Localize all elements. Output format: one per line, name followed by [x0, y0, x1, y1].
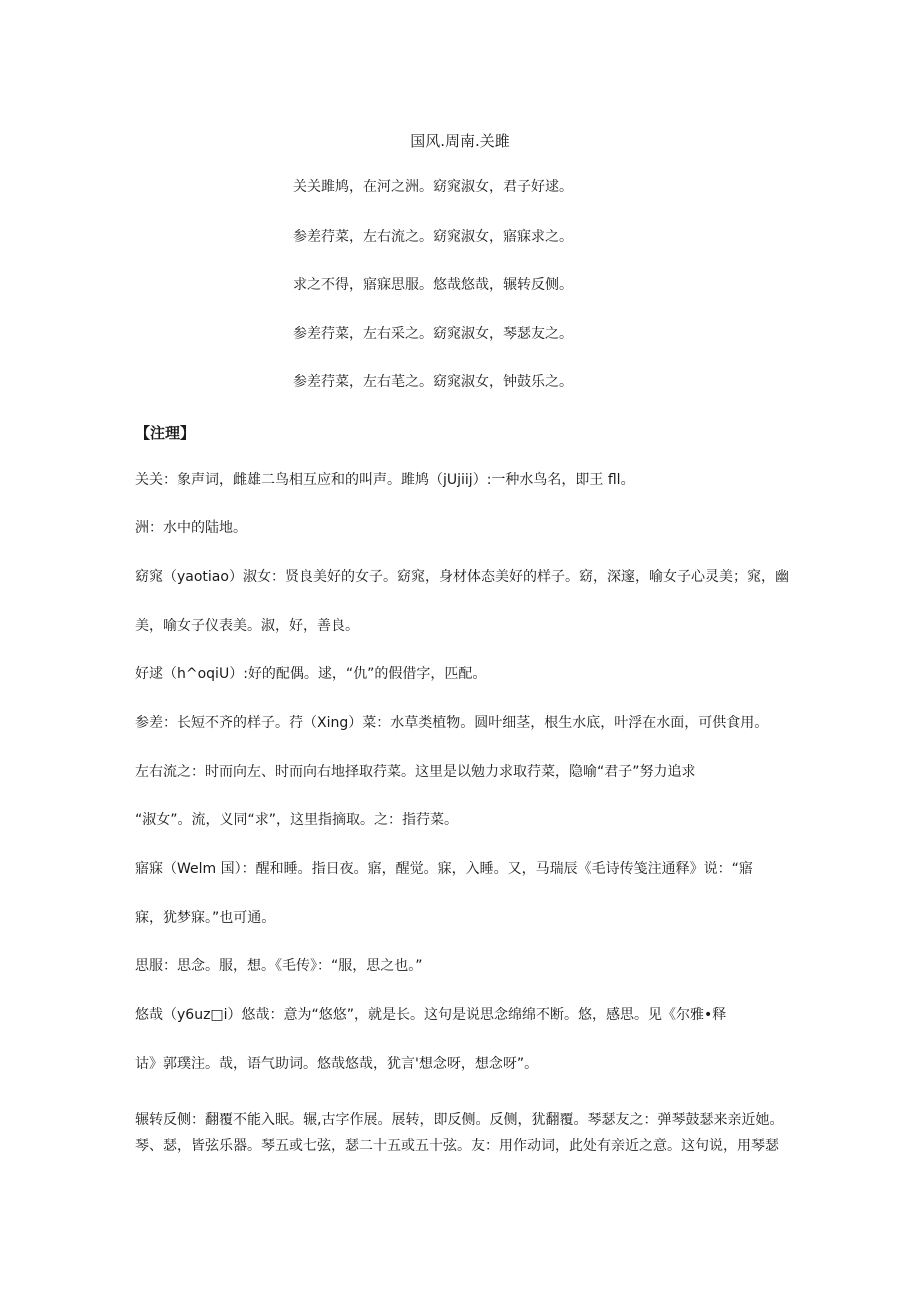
note-line: 洲：水中的陆地。: [135, 520, 247, 536]
note-line: 琴、瑟，皆弦乐器。琴五或七弦，瑟二十五或五十弦。友：用作动词，此处有亲近之意。这句说，用琴瑟: [135, 1138, 779, 1154]
note-line: 好逑（h^oqiU）:好的配偶。逑，“仇”的假借字，匹配。: [135, 666, 487, 682]
note-line: 左右流之：时而向左、时而向右地择取荇菜。这里是以勉力求取荇菜，隐喻“君子”努力追求: [135, 764, 696, 780]
note-line: 窈窕（yaotiao）淑女：贤良美好的女子。窈窕，身材体态美好的样子。窈，深邃，喻女子心灵美；窕，幽: [135, 569, 789, 585]
note-line: 思服：思念。服，想。《毛传》：“服，思之也。”: [135, 958, 423, 974]
poem-line: 关关雎鸠，在河之洲。窈窕淑女，君子好逑。: [293, 179, 573, 195]
poem-line: 参差荇菜，左右芼之。窈窕淑女，钟鼓乐之。: [293, 374, 573, 390]
note-line: 寐，犹梦寐。”也可通。: [135, 910, 276, 926]
note-line: 美，喻女子仪表美。淑，好，善良。: [135, 618, 359, 634]
poem-line: 参差荇菜，左右流之。窈窕淑女，寤寐求之。: [293, 229, 573, 245]
notes-heading: 【注理】: [135, 424, 196, 442]
note-line: 悠哉（y6uz□i）悠哉：意为“悠悠”，就是长。这句是说思念绵绵不断。悠，感思。见《尔雅•释: [135, 1007, 727, 1023]
note-line: 关关：象声词，雌雄二鸟相互应和的叫声。雎鸠（jUjiij）:一种水鸟名，即王 fll。: [135, 472, 635, 488]
poem-title: 国风.周南.关雎: [410, 132, 510, 150]
poem-line: 参差荇菜，左右采之。窈窕淑女，琴瑟友之。: [293, 326, 573, 342]
note-line: 寤寐（Welm 国）：醒和睡。指日夜。寤，醒觉。寐，入睡。又，马瑞辰《毛诗传笺注通释》说：“寤: [135, 861, 753, 877]
note-line: 诂》郭璞注。哉，语气助词。悠哉悠哉，犹言'想念呀，想念呀”。: [135, 1056, 539, 1072]
note-line: “淑女”。流，义同“求”，这里指摘取。之：指荇菜。: [135, 812, 459, 828]
note-line: 参差：长短不齐的样子。荇（Xing）菜：水草类植物。圆叶细茎，根生水底，叶浮在水面，可供食用。: [135, 715, 769, 731]
poem-line: 求之不得，寤寐思服。悠哉悠哉，辗转反侧。: [293, 277, 573, 293]
note-line: 辗转反侧：翻覆不能入眠。辗,古字作展。展转，即反侧。反侧，犹翻覆。琴瑟友之：弹琴鼓瑟来亲近她。: [135, 1112, 784, 1128]
